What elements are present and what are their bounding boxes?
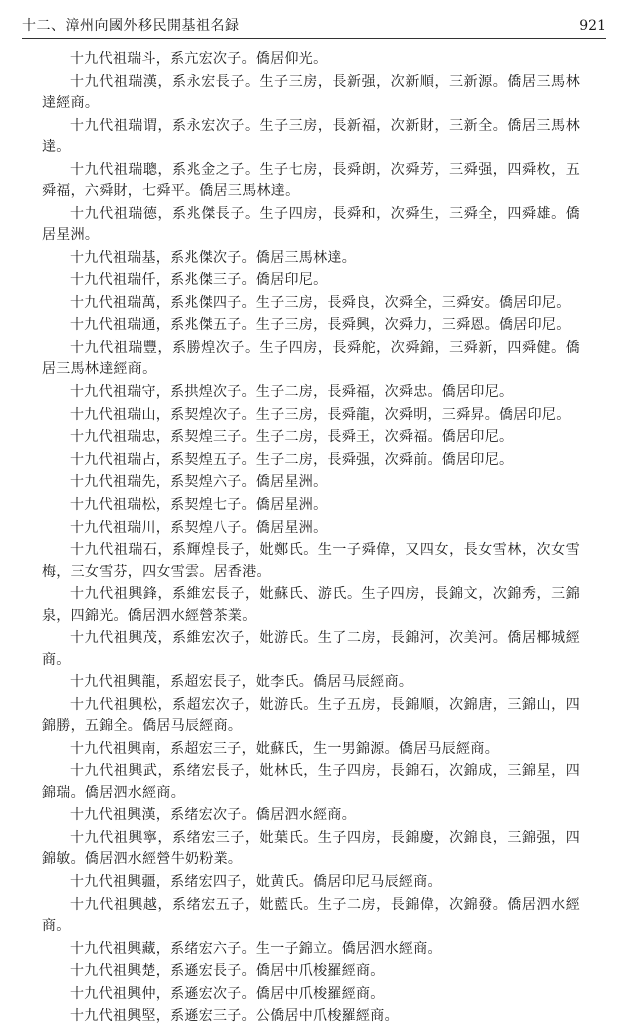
entry: 十九代祖興寧，系绪宏三子，妣葉氏。生子四房，長錦慶，次錦良，三錦强，四錦敏。僑居泗水經營牛奶粉業。	[42, 829, 580, 868]
entry: 十九代祖瑞聰，系兆金之子。生子七房，長舜朗，次舜芳，三舜强，四舜枚，五舜福，六舜財，七舜平。僑居三馬林達。	[42, 161, 580, 199]
entry: 十九代祖興武，系绪宏長子，妣林氏，生子四房，長錦石，次錦成，三錦星，四錦瑞。僑居泗水經商。	[42, 763, 580, 801]
entry: 十九代祖興松，系超宏次子，妣游氏。生子五房，長錦順，次錦唐，三錦山，四錦勝，五錦全。僑居马辰經商。	[42, 696, 580, 735]
page-number: 921	[579, 18, 606, 34]
entry: 十九代祖興楚，系遜宏長子。僑居中爪梭羅經商。	[70, 963, 385, 980]
entry: 十九代祖瑞斗，系亢宏次子。僑居仰光。	[70, 51, 328, 67]
genealogy-entries	[42, 49, 580, 1029]
entry: 十九代祖興疆，系绪宏四子，妣黄氏。僑居印尼马辰經商。	[70, 873, 442, 890]
entry: 十九代祖興南，系超宏三子，妣蘇氏，生一男錦源。僑居马辰經商。	[70, 740, 499, 757]
entry: 十九代祖瑞川，系契煌八子。僑居星洲。	[70, 519, 328, 536]
entry: 十九代祖瑞萬，系兆傑四子。生子三房，長舜良，次舜全，三舜安。僑居印尼。	[70, 294, 571, 311]
entry: 十九代祖瑞山，系契煌次子。生子三房，長舜龍，次舜明，三舜昇。僑居印尼。	[70, 406, 571, 423]
entry: 十九代祖瑞漢，系永宏長子。生子三房，長新强，次新順，三新源。僑居三馬林達經商。	[42, 73, 580, 111]
entry: 十九代祖瑞仟，系兆傑三子。僑居印尼。	[70, 272, 328, 289]
entry: 十九代祖瑞占，系契煌五子。生子二房，長舜强，次舜前。僑居印尼。	[70, 451, 514, 468]
entry: 十九代祖瑞忠，系契煌三子。生子二房，長舜王，次舜福。僑居印尼。	[70, 429, 514, 446]
entry: 十九代祖興仲，系遜宏次子。僑居中爪梭羅經商。	[70, 985, 385, 1002]
entry: 十九代祖瑞守，系拱煌次子。生子二房，長舜福，次舜忠。僑居印尼。	[70, 383, 514, 400]
entry: 十九代祖瑞松，系契煌七子。僑居星洲。	[70, 496, 328, 513]
entry: 十九代祖瑞石，系輝煌長子，妣鄭氏。生一子舜偉，又四女，長女雪林，次女雪梅，三女雪芬，四女雪雲。居香港。	[42, 542, 580, 580]
entry: 十九代祖興鋒，系維宏長子，妣蘇氏、游氏。生子四房，長錦文，次錦秀，三錦泉，四錦光。僑居泗水經營茶業。	[42, 586, 580, 624]
page-header	[22, 16, 606, 39]
entry: 十九代祖興龍，系超宏長子，妣李氏。僑居马辰經商。	[70, 674, 414, 691]
entry: 十九代祖瑞德，系兆傑長子。生子四房，長舜和，次舜生，三舜全，四舜雄。僑居星洲。	[42, 205, 580, 243]
entry: 十九代祖興堅，系遜宏三子。公僑居中爪梭羅經商。	[70, 1008, 399, 1025]
running-title: 十二、漳州向國外移民開基祖名録	[22, 18, 240, 34]
entry: 十九代祖瑞通，系兆傑五子。生子三房，長舜興，次舜力，三舜恩。僑居印尼。	[70, 317, 571, 334]
entry: 十九代祖瑞豐，系勝煌次子。生子四房，長舜舵，次舜錦，三舜新，四舜健。僑居三馬林達經商。	[42, 339, 580, 378]
entry: 十九代祖瑞基，系兆傑次子。僑居三馬林達。	[70, 249, 356, 266]
entry: 十九代祖瑞先，系契煌六子。僑居星洲。	[70, 474, 328, 491]
entry: 十九代祖興藏，系绪宏六子。生一子錦立。僑居泗水經商。	[70, 940, 442, 957]
entry: 十九代祖興茂，系維宏次子，妣游氏。生了二房，長錦河，次美河。僑居椰城經商。	[42, 630, 580, 668]
entry: 十九代祖興越，系绪宏五子，妣藍氏。生子二房，長錦偉，次錦發。僑居泗水經商。	[42, 896, 580, 934]
entry: 十九代祖瑞谓，系永宏次子。生子三房，長新福，次新財，三新全。僑居三馬林達。	[42, 117, 580, 155]
entry: 十九代祖興漢，系绪宏次子。僑居泗水經商。	[70, 807, 356, 824]
